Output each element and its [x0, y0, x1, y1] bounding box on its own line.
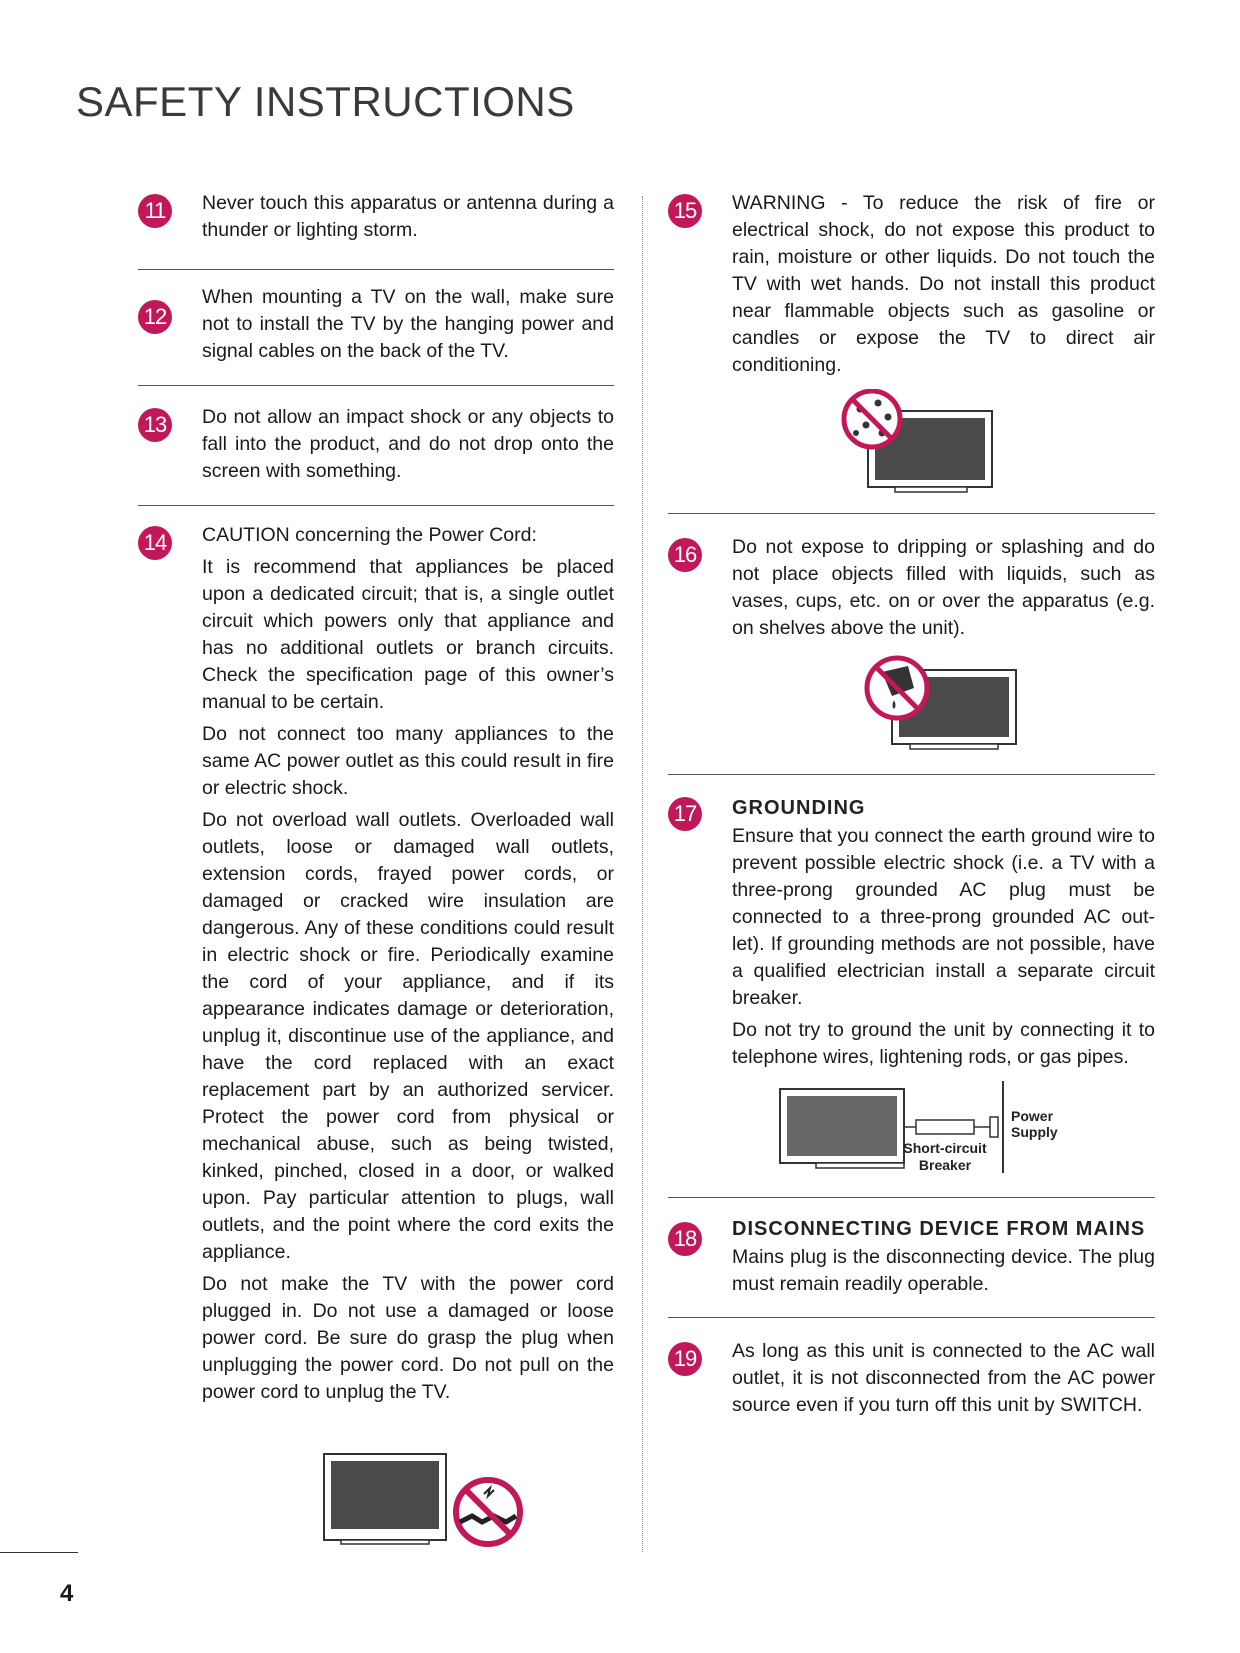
instruction-text: Do not try to ground the unit by connecting it to telephone wires, lightening rods, or gas pipes. [732, 1019, 1155, 1068]
instruction-text: It is recommend that appliances be placed upon a dedicated circuit; that is, a single outlet circuit which powers only that appliance and has no additional outlets or branch circuits. Check the specification page of this owner’s manual to be certain. [202, 556, 614, 713]
no-rain-illustration [732, 389, 1155, 501]
item-number-badge: 14 [138, 526, 172, 560]
power-supply-label: Power [1011, 1108, 1054, 1124]
instruction-13 [138, 386, 614, 505]
grounding-diagram [732, 1081, 1155, 1181]
item-number-badge: 19 [668, 1342, 702, 1376]
instruction-text: Do not allow an impact shock or any objects to fall into the product, and do not drop onto the screen with something. [202, 406, 614, 482]
power-cord-caution-intro: CAUTION concerning the Power Cord: [202, 524, 537, 546]
right-column [668, 190, 1155, 1424]
no-liquid-illustration [732, 650, 1155, 754]
instruction-text: Do not overload wall outlets. Overloaded wall outlets, loose or damaged wall outlets, extension cords, frayed power cords, or damaged or cracked wire insulation are dangerous. Any of these conditions could result in electric shock or fire. Periodically examine the cord of your appliance, and if its appearance indicates damage or deterioration, unplug it, discontinue use of the appliance, and have the cord replaced with an exact replacement part by an authorized servicer. Protect the power cord from physical or mechanical abuse, such as being twisted, kinked, pinched, closed in a door, or walked upon. Pay particular attention to plugs, wall outlets, and the point where the cord exits the appliance. [202, 809, 614, 1263]
item-number-badge: 16 [668, 538, 702, 572]
no-cord-illustration [138, 1446, 614, 1566]
item-number-badge: 11 [138, 194, 172, 228]
item-number-badge: 12 [138, 300, 172, 334]
grounding-heading: GROUNDING [732, 797, 866, 819]
instruction-text: When mounting a TV on the wall, make sure not to install the TV by the hanging power and signal cables on the back of the TV. [202, 286, 614, 362]
instruction-14 [138, 506, 614, 1406]
instruction-text: As long as this unit is connected to the AC wall outlet, it is not disconnected from the AC power source even if you turn off this unit by SWITCH. [732, 1340, 1155, 1416]
instruction-text: Do not make the TV with the power cord plugged in. Do not use a damaged or loose power cord. Be sure do grasp the plug when unplugging the power cord. Do not pull on the power cord to unplug the TV. [202, 1273, 614, 1403]
no-cord-icon [456, 1480, 520, 1544]
instruction-text: Ensure that you connect the earth ground wire to prevent possible electric shock (i.e. a TV with a three-prong grounded AC plug must be connected to a three-prong grounded AC out-let). If grounding methods are not possible, have a qualified electrician install a separate circuit breaker. [732, 825, 1155, 1009]
instruction-17 [668, 775, 1155, 1181]
item-number-badge: 17 [668, 797, 702, 831]
left-column [138, 190, 614, 1566]
item-number-badge: 15 [668, 194, 702, 228]
item-number-badge: 13 [138, 408, 172, 442]
instruction-text: Do not expose to dripping or splashing and do not place objects filled with liquids, such as vases, cups, etc. on or over the apparatus (e.g. on shelves above the unit). [732, 536, 1155, 639]
breaker-label: Breaker [918, 1157, 972, 1173]
power-supply-label: Supply [1011, 1124, 1058, 1140]
instruction-11 [138, 190, 614, 269]
instruction-text: Do not connect too many appliances to the same AC power outlet as this could result in fire or electric shock. [202, 723, 614, 799]
tv-icon [324, 1454, 446, 1544]
outlet-plug-icon [990, 1117, 998, 1137]
no-liquid-icon [867, 658, 927, 718]
page-title: SAFETY INSTRUCTIONS [76, 78, 575, 125]
disconnecting-heading: DISCONNECTING DEVICE FROM MAINS [732, 1218, 1146, 1240]
instruction-12 [138, 270, 614, 385]
breaker-label: Short-circuit [903, 1140, 987, 1156]
instruction-15 [668, 190, 1155, 501]
instruction-text: Never touch this apparatus or antenna during a thunder or lighting storm. [202, 192, 614, 241]
instruction-19 [668, 1318, 1155, 1419]
no-rain-icon [844, 391, 900, 447]
column-divider [642, 196, 643, 1552]
instruction-16 [668, 514, 1155, 754]
tv-icon [780, 1089, 904, 1168]
instruction-18 [668, 1198, 1155, 1317]
instruction-text: WARNING - To reduce the risk of fire or electrical shock, do not expose this product to rain, moisture or other liquids. Do not touch the TV with wet hands. Do not install this product near flammable objects such as gasoline or candles or expose the TV to direct air conditioning. [732, 192, 1155, 376]
page-number-rule [0, 1552, 78, 1553]
short-circuit-breaker-icon [916, 1120, 974, 1134]
instruction-text: Mains plug is the disconnecting device. The plug must remain readily operable. [732, 1246, 1155, 1295]
item-number-badge: 18 [668, 1222, 702, 1256]
page-number: 4 [60, 1580, 74, 1607]
